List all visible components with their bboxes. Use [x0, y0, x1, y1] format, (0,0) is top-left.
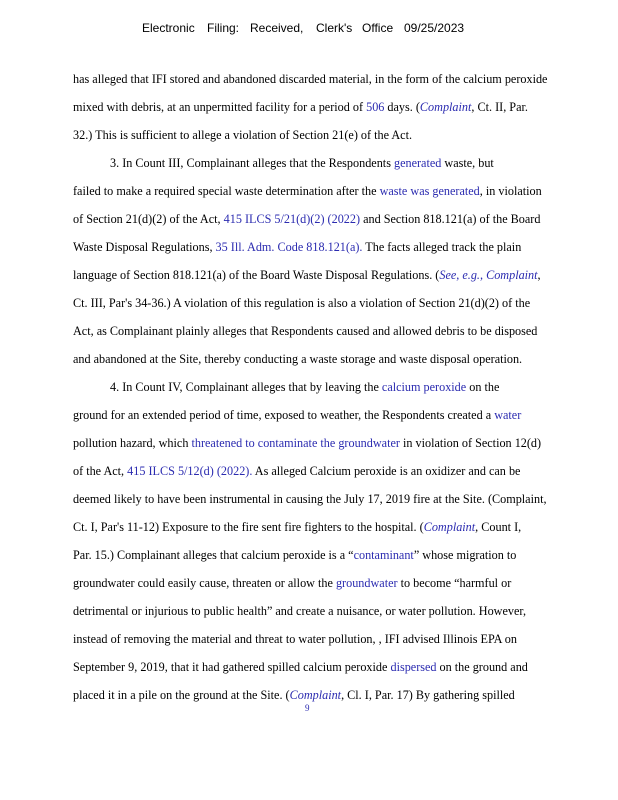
- text-line-13: ground for an extended period of time, exposed to weather, the Respondents created a water: [73, 408, 522, 422]
- text-line-9: Ct. III, Par's 34-36.) A violation of this regulation is also a violation of Section 21(d)(2) of the: [73, 296, 531, 310]
- page-number: 9: [305, 703, 310, 713]
- text-line-6: of Section 21(d)(2) of the Act, 415 ILCS 5/21(d)(2) (2022) and Section 818.121(a) of the Board: [73, 212, 541, 226]
- text-line-5: failed to make a required special waste determination after the waste was generated, in violation: [73, 184, 542, 198]
- header-clerks: Clerk's: [316, 21, 353, 35]
- text-line-16: deemed likely to have been instrumental in causing the July 17, 2019 fire at the Site. (Complaint,: [73, 492, 547, 506]
- text-line-7: Waste Disposal Regulations, 35 Ill. Adm. Code 818.121(a). The facts alleged track the plain: [73, 240, 522, 254]
- text-line-11: and abandoned at the Site, thereby conducting a waste storage and waste disposal operation.: [73, 352, 523, 366]
- text-line-1: has alleged that IFI stored and abandoned discarded material, in the form of the calcium peroxide: [73, 72, 548, 86]
- header-filing: Filing:: [207, 21, 240, 35]
- header-electronic: Electronic: [142, 21, 195, 35]
- header-date: 09/25/2023: [404, 21, 465, 35]
- text-line-21: instead of removing the material and threat to water pollution, , IFI advised Illinois EPA on: [73, 632, 517, 646]
- text-line-23: placed it in a pile on the ground at the Site. (Complaint, Cl. I, Par. 17) By gathering spilled: [73, 688, 515, 702]
- text-line-17: Ct. I, Par's 11-12) Exposure to the fire sent fire fighters to the hospital. (Complaint, Count I,: [73, 520, 522, 534]
- text-line-12: 4. In Count IV, Complainant alleges that by leaving the calcium peroxide on the: [110, 380, 500, 394]
- text-line-20: detrimental or injurious to public health” and create a nuisance, or water pollution. However,: [73, 604, 527, 618]
- text-line-22: September 9, 2019, that it had gathered spilled calcium peroxide dispersed on the ground and: [73, 660, 528, 674]
- header-received: Received,: [250, 21, 304, 35]
- text-line-18: Par. 15.) Complainant alleges that calcium peroxide is a “contaminant” whose migration to: [73, 548, 517, 562]
- text-line-3: 32.) This is sufficient to allege a violation of Section 21(e) of the Act.: [73, 128, 413, 142]
- text-line-8: language of Section 818.121(a) of the Board Waste Disposal Regulations. (See, e.g., Complaint,: [73, 268, 541, 282]
- text-line-19: groundwater could easily cause, threaten or allow the groundwater to become “harmful or: [73, 576, 512, 590]
- text-line-15: of the Act, 415 ILCS 5/12(d) (2022). As alleged Calcium peroxide is an oxidizer and can be: [73, 464, 521, 478]
- text-line-14: pollution hazard, which threatened to contaminate the groundwater in violation of Section 12(d): [73, 436, 542, 450]
- text-line-10: Act, as Complainant plainly alleges that Respondents caused and allowed debris to be disposed: [73, 324, 538, 338]
- text-line-2: mixed with debris, at an unpermitted facility for a period of 506 days. (Complaint, Ct. II, Par.: [73, 100, 528, 114]
- text-line-4: 3. In Count III, Complainant alleges that the Respondents generated waste, but: [110, 156, 494, 170]
- header-office: Office: [362, 21, 394, 35]
